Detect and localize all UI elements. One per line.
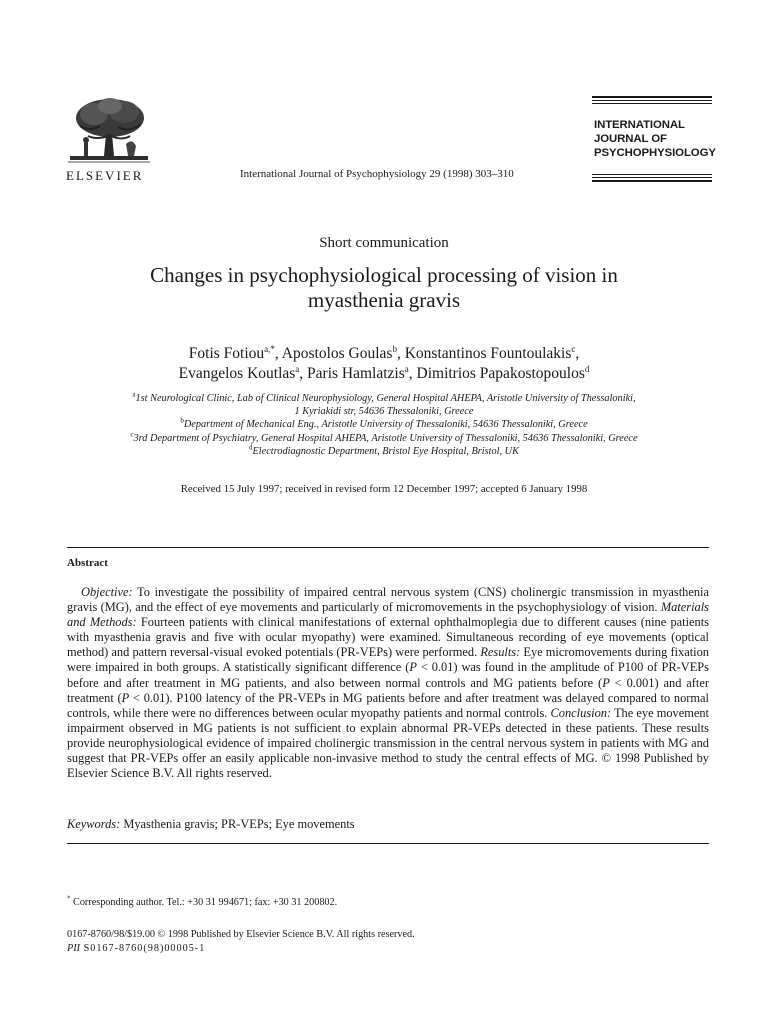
affiliation-text: Department of Mechanical Eng., Aristotle University of Thessaloniki, 54636 Thessaloniki, Greece: [183, 419, 588, 431]
section-divider: [67, 547, 709, 548]
title-line: myasthenia gravis: [307, 288, 461, 312]
journal-rule: [592, 96, 712, 98]
author-line: [40, 344, 728, 364]
author-affiliation-mark: a,*: [264, 343, 275, 354]
title-line: Changes in psychophysiological processing of vision in: [150, 263, 618, 287]
abstract-heading: Abstract: [67, 557, 108, 569]
author-name: Konstantinos Fountoulakis: [404, 345, 572, 362]
journal-name-line: PSYCHOPHYSIOLOGY: [594, 147, 716, 159]
journal-rule: [592, 177, 712, 178]
pii-line: [67, 943, 205, 954]
affiliation: [40, 432, 728, 445]
received-dates: Received 15 July 1997; received in revised form 12 December 1997; accepted 6 January 1998: [180, 483, 588, 495]
author-separator: ,: [575, 345, 580, 362]
abstract-text: Eye micromovements during fixation were impaired in both groups. A statistically significant difference (: [67, 645, 709, 675]
affiliation-list: [40, 392, 728, 458]
p-value-symbol: P: [121, 690, 130, 705]
abstract-text: To investigate the possibility of impaired central nervous system (CNS) cholinergic transmission in myasthenia gravis (MG), and the effect of eye movements and particularly of micromovements in the psychophysiology of vision.: [67, 585, 709, 615]
author-name: Evangelos Koutlas: [178, 365, 296, 382]
abstract-text: The eye movement impairment observed in MG patients is not sufficient to explain abnormal PR-VEPs detected in these patients. These results provide neurophysiological evidence of impaired cholinergic transmission in the central nervous system in patients with MG and suggest that PR-VEPs offer an easily applicable non-invasive method to study the central effects of MG. © 1998 Published by Elsevier Science B.V. All rights reserved.: [67, 705, 709, 781]
affiliation: [40, 445, 728, 458]
affiliation-text: 1st Neurological Clinic, Lab of Clinical Neurophysiology, General Hospital AHEPA, Aristotle University of Thessaloniki,: [135, 393, 636, 404]
journal-rule: [592, 180, 712, 182]
author-name: Fotis Fotiou: [188, 345, 265, 362]
affiliation-text: 1 Kyriakidi str, 54636 Thessaloniki, Greece: [294, 406, 474, 418]
pii-label: PII: [67, 943, 81, 954]
keywords-label: Keywords:: [67, 817, 121, 831]
affiliation-text: Electrodiagnostic Department, Bristol Eye Hospital, Bristol, UK: [252, 445, 519, 457]
author-line: [40, 364, 728, 384]
journal-name-line: INTERNATIONAL: [594, 119, 685, 131]
affiliation-mark: b: [180, 416, 184, 425]
author-affiliation-mark: c: [571, 343, 576, 354]
journal-name-line: JOURNAL OF: [594, 133, 667, 145]
author-separator: ,: [299, 365, 308, 382]
keywords-list: Myasthenia gravis; PR-VEPs; Eye movements: [120, 817, 355, 831]
publisher-logo-text: ELSEVIER: [66, 168, 144, 183]
author-affiliation-mark: a: [404, 363, 409, 374]
author-list: [40, 344, 728, 384]
p-value-symbol: P: [409, 660, 417, 675]
journal-rule: [592, 103, 712, 104]
author-separator: ,: [274, 345, 282, 362]
affiliation-mark: c: [130, 430, 134, 439]
author-name: Dimitrios Papakostopoulos: [416, 365, 585, 382]
abstract-label-objective: Objective:: [81, 585, 133, 599]
affiliation-text: 3rd Department of Psychiatry, General Hospital AHEPA, Aristotle University of Thessaloniki, 54636 Thessaloniki, Greece: [133, 432, 638, 444]
keywords: [67, 817, 355, 832]
author-affiliation-mark: b: [392, 343, 397, 354]
abstract-label-results: Results:: [480, 645, 521, 660]
section-divider: [67, 843, 709, 844]
affiliation-mark: a: [132, 390, 136, 399]
p-value-symbol: P: [602, 675, 610, 690]
abstract-label-methods: Materials and Methods:: [67, 600, 709, 630]
article-title: [60, 263, 708, 313]
abstract-label-conclusion: Conclusion:: [550, 705, 612, 720]
abstract-text: Fourteen patients with clinical manifestations of external ophthalmoplegia due to different causes (nine patients with myasthenia gravis and five with ocular myopathy) were examined. Simultaneous recording of eye movements (optical method) and pattern reversal-visual evoked potentials (PR-VEPs) were performed.: [67, 615, 710, 660]
abstract-text: < 0.01). P100 latency of the PR-VEPs in MG patients before and after treatment was delayed compared to normal controls, while there were no differences between ocular myopathy patients and normal controls.: [67, 690, 709, 720]
journal-name: [594, 118, 716, 160]
author-separator: ,: [408, 365, 417, 382]
journal-name-block: [592, 96, 716, 184]
affiliation: [40, 418, 728, 431]
article-type: Short communication: [319, 235, 449, 251]
pii-value: S0167-8760(98)00005-1: [80, 943, 206, 954]
abstract-text: < 0.001) and after treatment (: [67, 675, 709, 705]
author-affiliation-mark: d: [584, 363, 590, 374]
abstract-text: < 0.01) was found in the amplitude of P100 of PR-VEPs before and after treatment in MG patients, and also between normal controls and MG patients before (: [67, 660, 709, 690]
affiliation-mark: d: [249, 443, 253, 452]
journal-rule: [592, 100, 712, 101]
author-name: Paris Hamlatzis: [307, 365, 405, 382]
footnote-text: Corresponding author. Tel.: +30 31 994671; fax: +30 31 200802.: [70, 897, 338, 908]
journal-rule: [592, 174, 712, 175]
author-affiliation-mark: a: [295, 363, 300, 374]
elsevier-tree-icon: [66, 96, 152, 166]
abstract-body: [67, 585, 709, 781]
issn-copyright: 0167-8760/98/$19.00 © 1998 Published by Elsevier Science B.V. All rights reserved.: [67, 929, 415, 940]
corresponding-author-footnote: [67, 894, 338, 908]
publisher-logo: [66, 96, 152, 184]
affiliation: [40, 392, 728, 405]
journal-citation: International Journal of Psychophysiology 29 (1998) 303–310: [240, 168, 514, 180]
author-separator: ,: [396, 345, 405, 362]
author-name: Apostolos Goulas: [281, 345, 393, 362]
footnote-mark: *: [67, 894, 71, 903]
affiliation: [40, 405, 728, 418]
